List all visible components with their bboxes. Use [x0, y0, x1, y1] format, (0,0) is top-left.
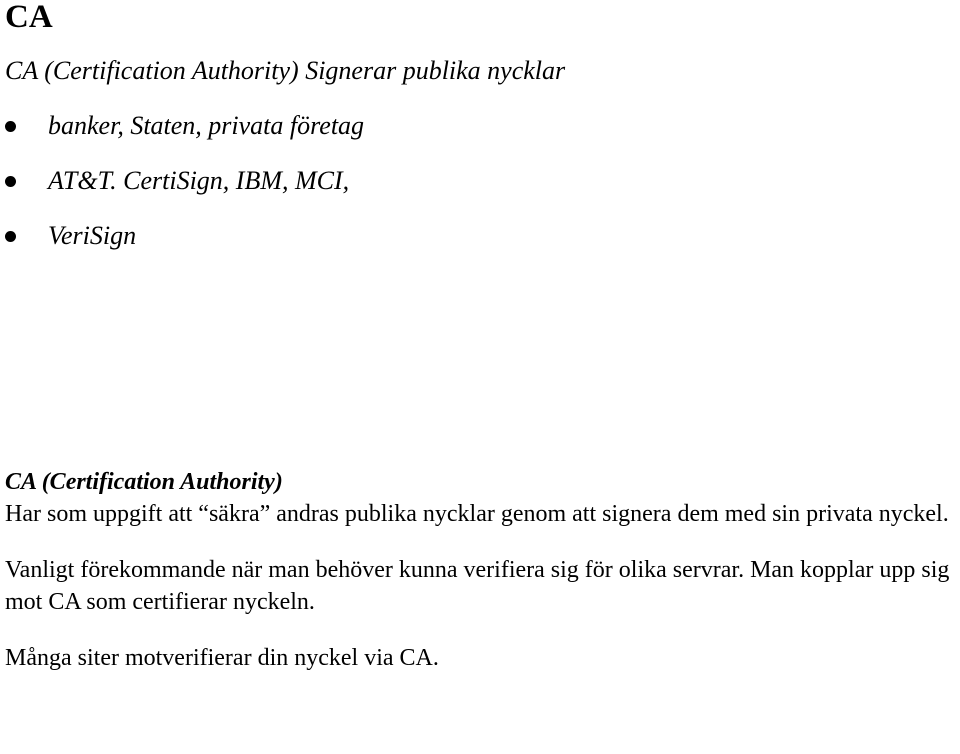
bullet-dot-icon	[5, 176, 16, 187]
subtitle: CA (Certification Authority) Signerar publika nycklar	[5, 56, 566, 85]
bullet-dot-icon	[5, 121, 16, 132]
bullet-dot-icon	[5, 231, 16, 242]
bullet-text: VeriSign	[48, 221, 137, 250]
bullet-text: banker, Staten, privata företag	[48, 111, 365, 140]
paragraph-verification: Många siter motverifierar din nyckel via CA.	[5, 645, 439, 671]
paragraph-usage: Vanligt förekommande när man behöver kunna verifiera sig för olika servrar. Man kopplar upp sig mot CA som certifierar nyckeln.	[5, 557, 950, 615]
page-heading: CA	[5, 0, 53, 35]
paragraph-role: Har som uppgift att “säkra” andras publika nycklar genom att signera dem med sin privata nyckel.	[5, 501, 949, 527]
bullet-text: AT&T. CertiSign, IBM, MCI,	[48, 166, 350, 195]
ca-section	[5, 466, 957, 674]
section-title: CA (Certification Authority)	[5, 469, 283, 495]
